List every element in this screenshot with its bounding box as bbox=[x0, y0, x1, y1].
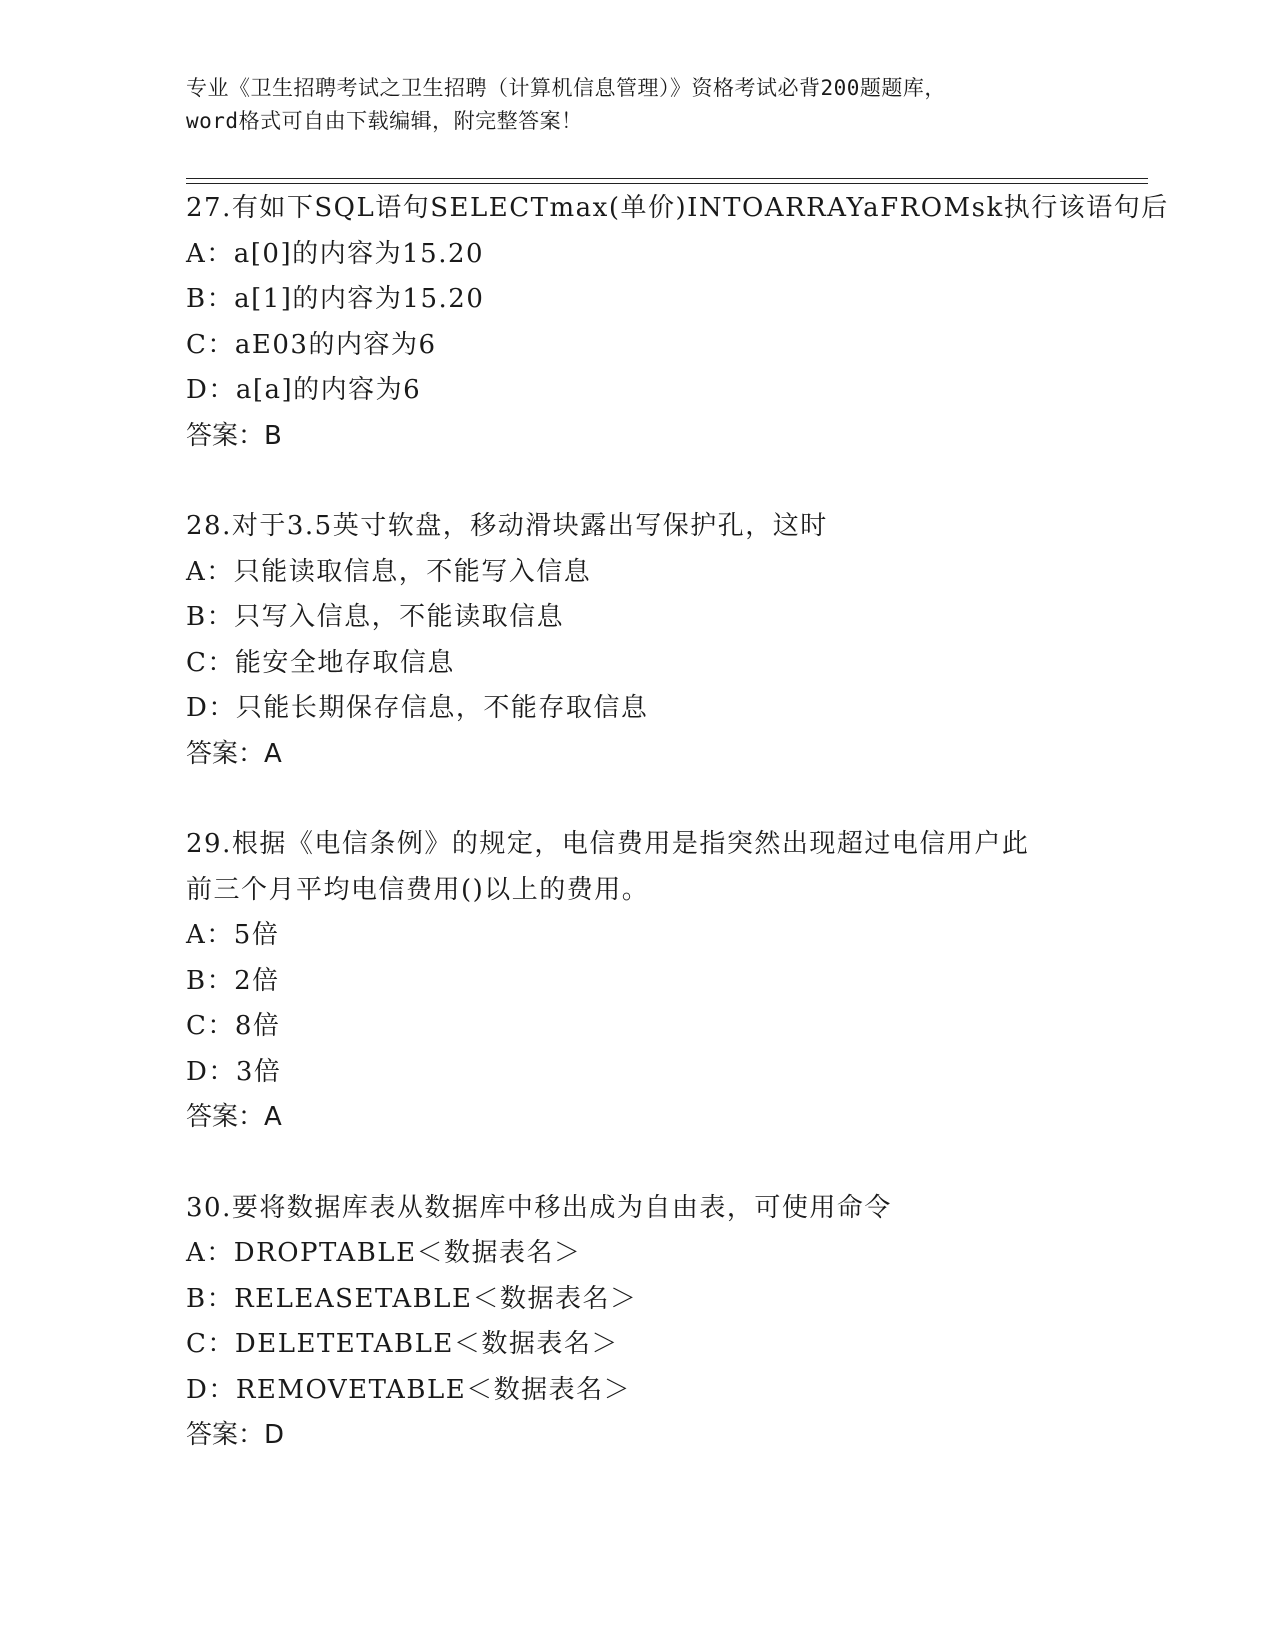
question-item bbox=[186, 504, 1146, 777]
option-c: C：能安全地存取信息 bbox=[186, 647, 455, 678]
option-c: C：DELETETABLE＜数据表名＞ bbox=[186, 1329, 619, 1359]
option-d: D：3倍 bbox=[186, 1056, 282, 1087]
option-b: B：RELEASETABLE＜数据表名＞ bbox=[186, 1283, 638, 1314]
header-line-1: 专业《卫生招聘考试之卫生招聘（计算机信息管理）》资格考试必背200题题库， bbox=[186, 76, 946, 100]
header-line-2: word格式可自由下载编辑，附完整答案！ bbox=[186, 109, 583, 133]
header-divider-bottom bbox=[186, 183, 1148, 184]
option-a: A：5倍 bbox=[186, 920, 280, 950]
question-stem: 28.对于3.5英寸软盘，移动滑块露出写保护孔，这时 bbox=[186, 511, 828, 541]
question-stem: 30.要将数据库表从数据库中移出成为自由表，可使用命令 bbox=[186, 1192, 892, 1223]
question-list bbox=[186, 186, 1169, 1504]
option-a: A：只能读取信息，不能写入信息 bbox=[186, 556, 592, 587]
answer-line: 答案：B bbox=[186, 420, 282, 451]
question-item bbox=[186, 186, 1169, 459]
option-c: C：8倍 bbox=[186, 1011, 281, 1041]
option-d: D：a[a]的内容为6 bbox=[186, 375, 422, 405]
question-item bbox=[186, 822, 1146, 1141]
option-a: A：DROPTABLE＜数据表名＞ bbox=[186, 1238, 582, 1268]
option-b: B：只写入信息，不能读取信息 bbox=[186, 602, 565, 632]
option-c: C：aE03的内容为6 bbox=[186, 329, 437, 360]
option-d: D：只能长期保存信息，不能存取信息 bbox=[186, 693, 649, 723]
option-b: B：2倍 bbox=[186, 965, 280, 996]
question-item bbox=[186, 1186, 1146, 1459]
option-d: D：REMOVETABLE＜数据表名＞ bbox=[186, 1374, 632, 1405]
answer-line: 答案：D bbox=[186, 1420, 285, 1450]
question-stem: 29.根据《电信条例》的规定，电信费用是指突然出现超过电信用户此 bbox=[186, 829, 1030, 859]
header-divider-top bbox=[186, 178, 1148, 179]
option-a: A：a[0]的内容为15.20 bbox=[186, 238, 485, 269]
document-header bbox=[186, 72, 1086, 138]
question-stem: 27.有如下SQL语句SELECTmax(单价)INTOARRAYaFROMsk执行该语句后 bbox=[186, 193, 1169, 223]
question-stem-continued: 前三个月平均电信费用()以上的费用。 bbox=[186, 874, 650, 905]
answer-line: 答案：A bbox=[186, 1102, 282, 1132]
option-b: B：a[1]的内容为15.20 bbox=[186, 284, 485, 314]
answer-line: 答案：A bbox=[186, 738, 282, 769]
